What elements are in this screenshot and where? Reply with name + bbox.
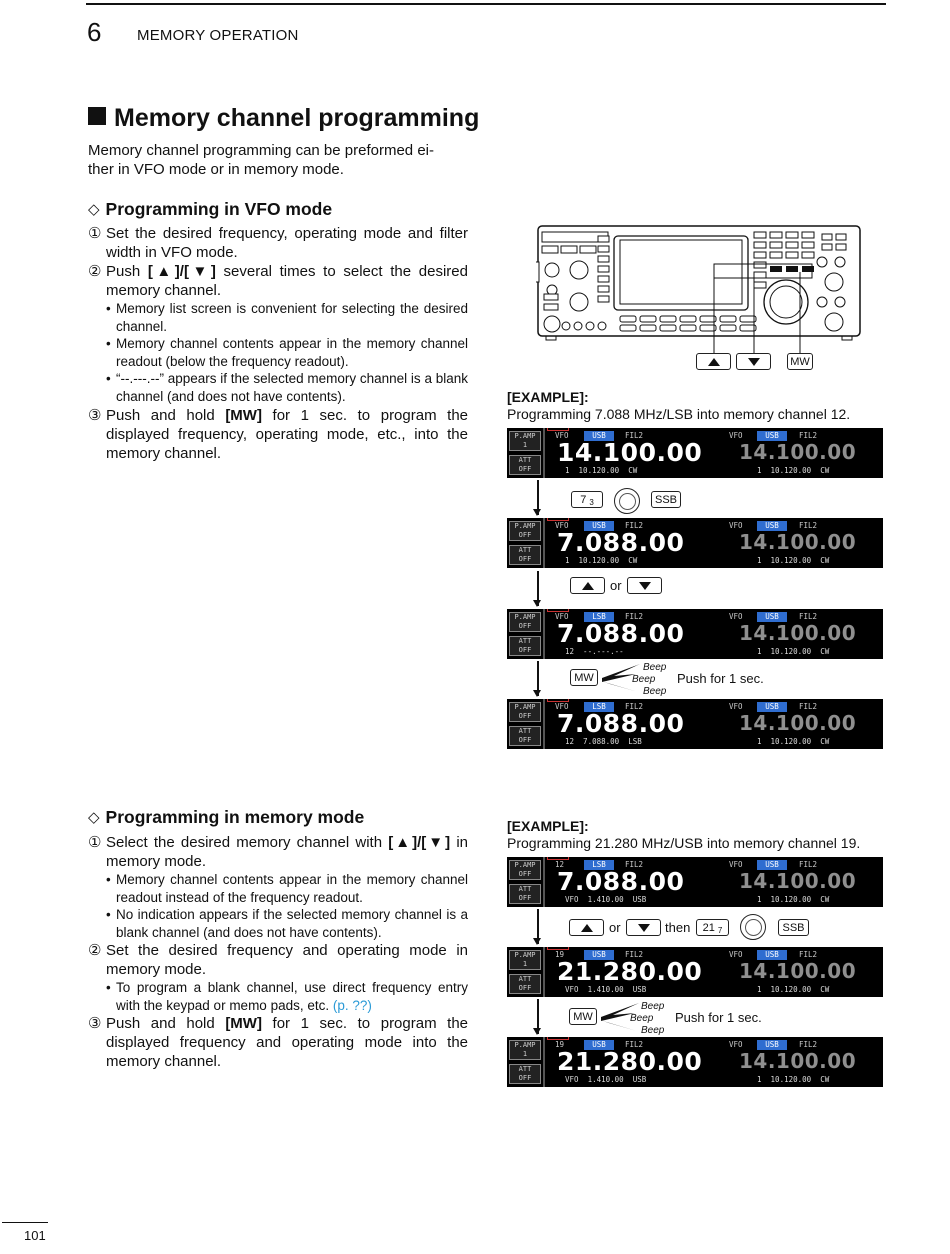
vfo-indicator: 19 — [555, 1040, 565, 1049]
sub-frequency: 14.100.00 — [739, 869, 857, 893]
up-arrow-icon — [581, 924, 593, 932]
memory-readout: VFO 1.410.00 USB — [565, 895, 647, 904]
mw-key: MW — [570, 669, 598, 686]
filter-indicator: FIL2 — [625, 702, 644, 711]
beep-text: Beep — [643, 662, 667, 673]
memory-readout: 12 --.---.-- — [565, 647, 624, 656]
att-indicator: ATT OFF — [509, 726, 541, 746]
sub-memory-readout: 1 10.120.00 CW — [757, 895, 830, 904]
preamp-indicator: P.AMP 1 — [509, 1040, 541, 1060]
att-indicator: ATT OFF — [509, 974, 541, 994]
preamp-indicator: P.AMP 1 — [509, 431, 541, 451]
main-frequency: 21.280.00 — [557, 957, 703, 986]
flow-arrow — [537, 999, 539, 1034]
sub-filter-indicator: FIL2 — [799, 950, 818, 959]
mode-indicator: LSB — [584, 702, 614, 712]
sub-frequency: 14.100.00 — [739, 711, 857, 735]
memory-readout: 1 10.120.00 CW — [565, 556, 638, 565]
beep-text: Beep — [641, 1025, 665, 1036]
att-indicator: ATT OFF — [509, 1064, 541, 1084]
mode-indicator: USB — [584, 521, 614, 531]
sub-filter-indicator: FIL2 — [799, 860, 818, 869]
dial-knob-icon — [740, 914, 766, 940]
sub-frequency: 14.100.00 — [739, 440, 857, 464]
att-indicator: ATT OFF — [509, 545, 541, 565]
radio-display-panel — [507, 1037, 883, 1087]
down-arrow-icon — [748, 358, 760, 366]
section-title: Memory channel programming — [88, 104, 479, 133]
memory-readout: VFO 1.410.00 USB — [565, 985, 647, 994]
down-key — [627, 577, 662, 594]
filter-indicator: FIL2 — [625, 860, 644, 869]
up-key — [696, 353, 731, 370]
radio-display-panel — [507, 947, 883, 997]
radio-display-panel — [507, 857, 883, 907]
sub-frequency: 14.100.00 — [739, 1049, 857, 1073]
sub-vfo-indicator: VFO — [729, 521, 743, 530]
sub-filter-indicator: FIL2 — [799, 521, 818, 530]
mode-indicator: USB — [584, 431, 614, 441]
radio-display-panel — [507, 428, 883, 478]
att-indicator: ATT OFF — [509, 636, 541, 656]
sub-frequency: 14.100.00 — [739, 621, 857, 645]
or-text: or — [610, 578, 622, 593]
sub-memory-readout: 1 10.120.00 CW — [757, 466, 830, 475]
key-7-3: 7 3 — [571, 491, 603, 508]
memory-readout: 1 10.120.00 CW — [565, 466, 638, 475]
mw-key: MW — [787, 353, 813, 370]
main-frequency: 7.088.00 — [557, 528, 685, 557]
vfo-example-label: [EXAMPLE]: — [507, 389, 589, 405]
mem-bullet-3: • To program a blank channel, use direct frequency entry with the keypad or memo pads, etc. (p. ??) — [106, 980, 468, 1013]
memory-readout: 12 7.088.00 LSB — [565, 737, 642, 746]
down-key — [626, 919, 661, 936]
down-key — [736, 353, 771, 370]
page-number: 101 — [24, 1228, 46, 1243]
display-divider — [543, 857, 545, 907]
flow-arrow — [537, 571, 539, 606]
vfo-step-2: ② Push [▲]/[▼] several times to select the desired memory channel. — [88, 263, 468, 299]
beep-text: Beep — [641, 1001, 665, 1012]
preamp-indicator: P.AMP OFF — [509, 521, 541, 541]
vfo-bullet-1: • Memory list screen is convenient for selecting the desired channel. — [106, 301, 468, 334]
main-frequency: 14.100.00 — [557, 438, 703, 467]
display-divider — [543, 699, 545, 749]
sub-mode-indicator: USB — [757, 950, 787, 960]
push-1sec-text: Push for 1 sec. — [675, 1010, 762, 1025]
vfo-example-desc: Programming 7.088 MHz/LSB into memory channel 12. — [507, 406, 851, 422]
sub-filter-indicator: FIL2 — [799, 1040, 818, 1049]
radio-display-panel — [507, 518, 883, 568]
push-1sec-text: Push for 1 sec. — [677, 671, 764, 686]
filter-indicator: FIL2 — [625, 1040, 644, 1049]
mode-indicator: LSB — [584, 860, 614, 870]
preamp-indicator: P.AMP OFF — [509, 702, 541, 722]
filter-indicator: FIL2 — [625, 521, 644, 530]
filter-indicator: FIL2 — [625, 950, 644, 959]
filter-indicator: FIL2 — [625, 612, 644, 621]
att-indicator: ATT OFF — [509, 455, 541, 475]
sub-vfo-indicator: VFO — [729, 950, 743, 959]
sub-vfo-indicator: VFO — [729, 860, 743, 869]
or-text: or — [609, 920, 621, 935]
mem-bullet-1: • Memory channel contents appear in the memory channel readout instead of the frequency readout. — [106, 872, 468, 905]
sub-memory-readout: 1 10.120.00 CW — [757, 556, 830, 565]
beep-text: Beep — [643, 686, 667, 697]
sub-memory-readout: 1 10.120.00 CW — [757, 647, 830, 656]
dial-knob-icon — [614, 488, 640, 514]
vfo-indicator: 19 — [555, 950, 565, 959]
radio-display-panel — [507, 609, 883, 659]
then-text: then — [665, 920, 691, 935]
main-frequency: 21.280.00 — [557, 1047, 703, 1076]
up-arrow-icon — [708, 358, 720, 366]
main-frequency: 7.088.00 — [557, 867, 685, 896]
vfo-indicator: VFO — [555, 521, 569, 530]
mem-example-desc: Programming 21.280 MHz/USB into memory channel 19. — [507, 835, 861, 851]
filter-indicator: FIL2 — [625, 431, 644, 440]
beep-text: Beep — [632, 674, 656, 685]
sub-vfo-indicator: VFO — [729, 1040, 743, 1049]
section-intro-2: ther in VFO mode or in memory mode. — [88, 161, 344, 178]
sub-mode-indicator: USB — [757, 431, 787, 441]
display-divider — [543, 947, 545, 997]
up-key — [569, 919, 604, 936]
sub-filter-indicator: FIL2 — [799, 702, 818, 711]
up-arrow-icon — [582, 582, 594, 590]
sub-mode-indicator: USB — [757, 521, 787, 531]
sub-filter-indicator: FIL2 — [799, 431, 818, 440]
header-rule — [86, 3, 886, 5]
mw-key: MW — [569, 1008, 597, 1025]
memory-heading: ◇ Programming in memory mode — [88, 807, 365, 827]
display-divider — [543, 1037, 545, 1087]
display-divider — [543, 609, 545, 659]
sub-frequency: 14.100.00 — [739, 530, 857, 554]
preamp-indicator: P.AMP OFF — [509, 612, 541, 632]
mem-step-2: ② Set the desired frequency and operating mode in memory mode. — [88, 942, 468, 978]
display-divider — [543, 518, 545, 568]
sub-memory-readout: 1 10.120.00 CW — [757, 1075, 830, 1084]
diamond-icon: ◇ — [88, 809, 100, 826]
main-frequency: 7.088.00 — [557, 709, 685, 738]
down-arrow-icon — [638, 924, 650, 932]
mem-step-1: ① Select the desired memory channel with [▲]/[▼] in memory mode. — [88, 834, 468, 870]
transceiver-front-panel-illustration — [536, 222, 866, 374]
vfo-bullet-2: • Memory channel contents appear in the memory channel readout (below the frequency readout). — [106, 336, 468, 369]
vfo-bullet-3: • “--.---.--” appears if the selected memory channel is a blank channel (and does not have contents). — [106, 371, 468, 404]
sub-mode-indicator: USB — [757, 612, 787, 622]
key-21-7: 21 7 — [696, 919, 729, 936]
display-divider — [543, 428, 545, 478]
sub-mode-indicator: USB — [757, 1040, 787, 1050]
mode-indicator: USB — [584, 1040, 614, 1050]
mem-step-3: ③ Push and hold [MW] for 1 sec. to program the displayed frequency and operating mode into the memory channel. — [88, 1015, 469, 1070]
chapter-number: 6 — [87, 17, 102, 47]
sub-vfo-indicator: VFO — [729, 702, 743, 711]
square-bullet-icon — [88, 107, 106, 125]
mode-indicator: USB — [584, 950, 614, 960]
mem-example-label: [EXAMPLE]: — [507, 818, 589, 834]
down-arrow-icon — [639, 582, 651, 590]
preamp-indicator: P.AMP 1 — [509, 950, 541, 970]
preamp-indicator: P.AMP OFF — [509, 860, 541, 880]
ssb-key: SSB — [778, 919, 809, 936]
sub-memory-readout: 1 10.120.00 CW — [757, 985, 830, 994]
vfo-indicator: VFO — [555, 702, 569, 711]
flow-arrow — [537, 480, 539, 515]
mem-bullet-2: • No indication appears if the selected memory channel is a blank channel (and does not have contents). — [106, 907, 468, 940]
up-key — [570, 577, 605, 594]
vfo-step-3: ③ Push and hold [MW] for 1 sec. to program the displayed frequency, operating mode, etc., into the memory channel. — [88, 407, 469, 462]
sub-memory-readout: 1 10.120.00 CW — [757, 737, 830, 746]
section-intro-1: Memory channel programming can be preformed ei- — [88, 142, 434, 159]
vfo-step-1: ① Set the desired frequency, operating mode and filter width in VFO mode. — [88, 225, 468, 261]
vfo-indicator: 12 — [555, 860, 565, 869]
chapter-title: MEMORY OPERATION — [137, 27, 299, 44]
mode-indicator: LSB — [584, 612, 614, 622]
main-frequency: 7.088.00 — [557, 619, 685, 648]
sub-mode-indicator: USB — [757, 702, 787, 712]
sub-vfo-indicator: VFO — [729, 612, 743, 621]
beep-text: Beep — [630, 1013, 654, 1024]
vfo-indicator: VFO — [555, 612, 569, 621]
flow-arrow — [537, 661, 539, 696]
sub-vfo-indicator: VFO — [729, 431, 743, 440]
radio-display-panel — [507, 699, 883, 749]
vfo-heading: ◇ Programming in VFO mode — [88, 199, 333, 219]
sub-mode-indicator: USB — [757, 860, 787, 870]
sub-filter-indicator: FIL2 — [799, 612, 818, 621]
diamond-icon: ◇ — [88, 201, 100, 218]
footer-rule — [2, 1222, 48, 1223]
vfo-indicator: VFO — [555, 431, 569, 440]
page-reference-link[interactable]: (p. ??) — [332, 997, 372, 1013]
flow-arrow — [537, 909, 539, 944]
ssb-key: SSB — [651, 491, 681, 508]
memory-readout: VFO 1.410.00 USB — [565, 1075, 647, 1084]
sub-frequency: 14.100.00 — [739, 959, 857, 983]
att-indicator: ATT OFF — [509, 884, 541, 904]
